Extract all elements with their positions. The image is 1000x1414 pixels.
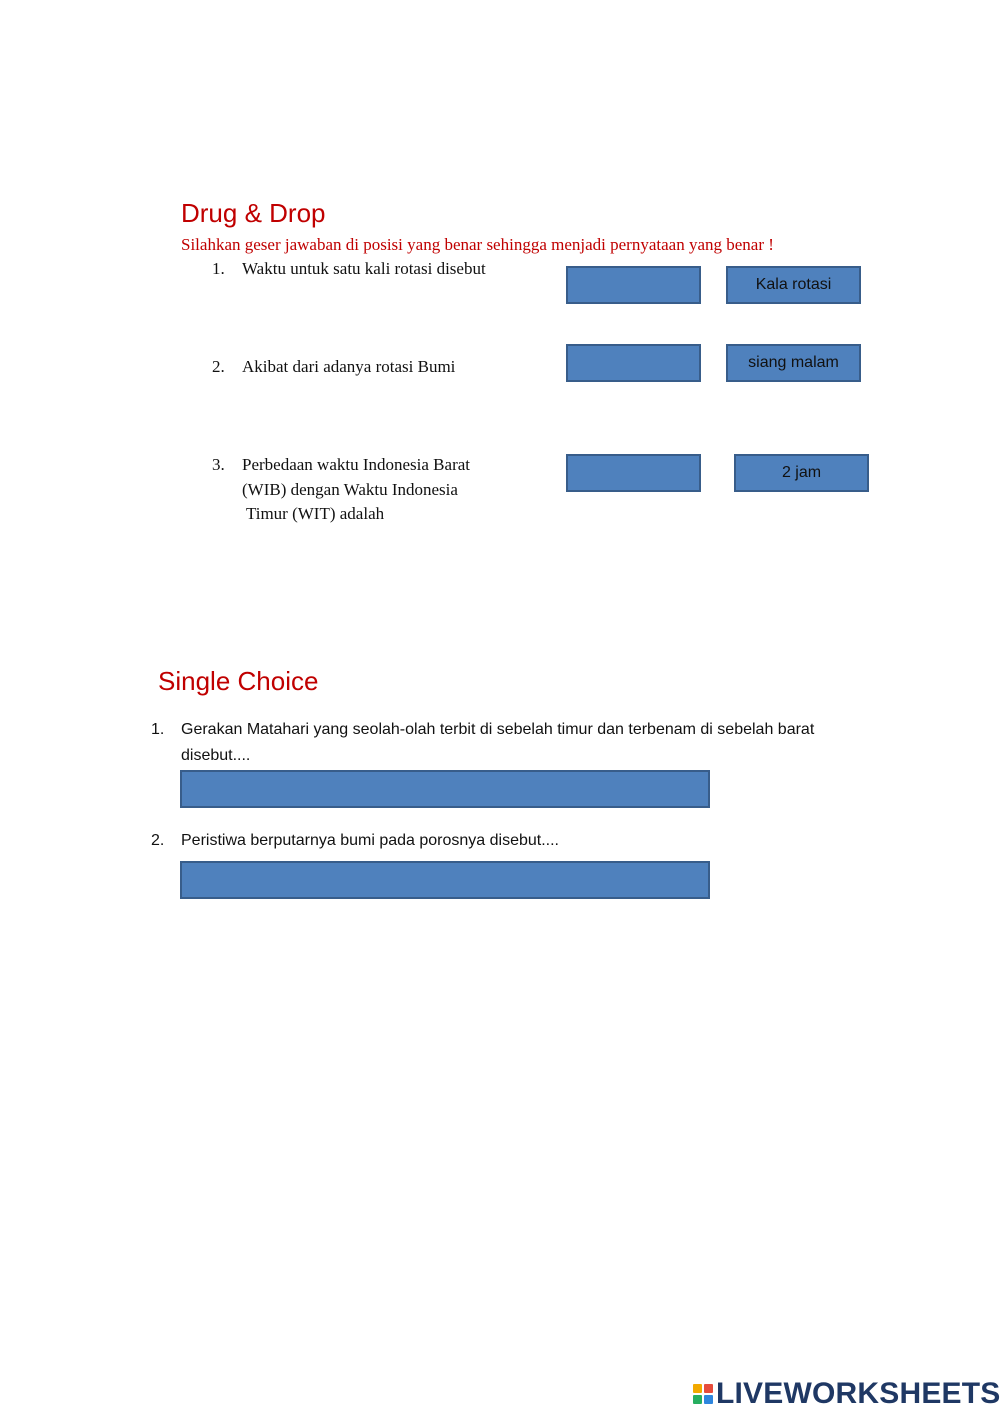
- dd-item-3-line-2: (WIB) dengan Waktu Indonesia: [242, 479, 458, 499]
- drag-drop-title: Drug & Drop: [181, 198, 326, 228]
- dd-item-2-number: 2.: [212, 357, 225, 376]
- dd-item-2-text: Akibat dari adanya rotasi Bumi: [242, 357, 456, 376]
- drop-zone-3[interactable]: [566, 454, 701, 492]
- sc-question-1-line-1: Gerakan Matahari yang seolah-olah terbit di sebelah timur dan terbenam di sebelah barat: [181, 721, 815, 738]
- dd-item-3-text: [242, 453, 470, 527]
- draggable-answer-siang-malam[interactable]: siang malam: [726, 344, 861, 382]
- dd-item-3-line-1: Perbedaan waktu Indonesia Barat: [242, 455, 470, 474]
- sc-answer-field-1[interactable]: [180, 770, 710, 808]
- drop-zone-2[interactable]: [566, 344, 701, 382]
- dd-item-3-number: 3.: [212, 455, 225, 474]
- dd-item-1-text: Waktu untuk satu kali rotasi disebut: [242, 259, 486, 278]
- drag-drop-instruction: Silahkan geser jawaban di posisi yang benar sehingga menjadi pernyataan yang benar !: [181, 235, 774, 254]
- dd-item-1-number: 1.: [212, 259, 225, 278]
- sc-answer-field-2[interactable]: [180, 861, 710, 899]
- draggable-answer-2-jam[interactable]: 2 jam: [734, 454, 869, 492]
- sc-question-2-number: 2.: [151, 832, 165, 849]
- sc-question-1-number: 1.: [151, 721, 165, 738]
- sc-question-1-text: [181, 717, 814, 769]
- draggable-answer-kala-rotasi[interactable]: Kala rotasi: [726, 266, 861, 304]
- sc-question-2-line-1: Peristiwa berputarnya bumi pada porosnya disebut....: [181, 832, 559, 849]
- dd-item-3-line-3: Timur (WIT) adalah: [242, 504, 385, 523]
- single-choice-title: Single Choice: [158, 666, 319, 696]
- brand-name: LIVEWORKSHEETS: [716, 1377, 1000, 1410]
- liveworksheets-logo-icon: [693, 1384, 713, 1404]
- sc-question-1-line-2: disebut....: [181, 747, 251, 764]
- brand-logo: [693, 1377, 1000, 1411]
- drop-zone-1[interactable]: [566, 266, 701, 304]
- sc-question-2-text: [181, 828, 559, 854]
